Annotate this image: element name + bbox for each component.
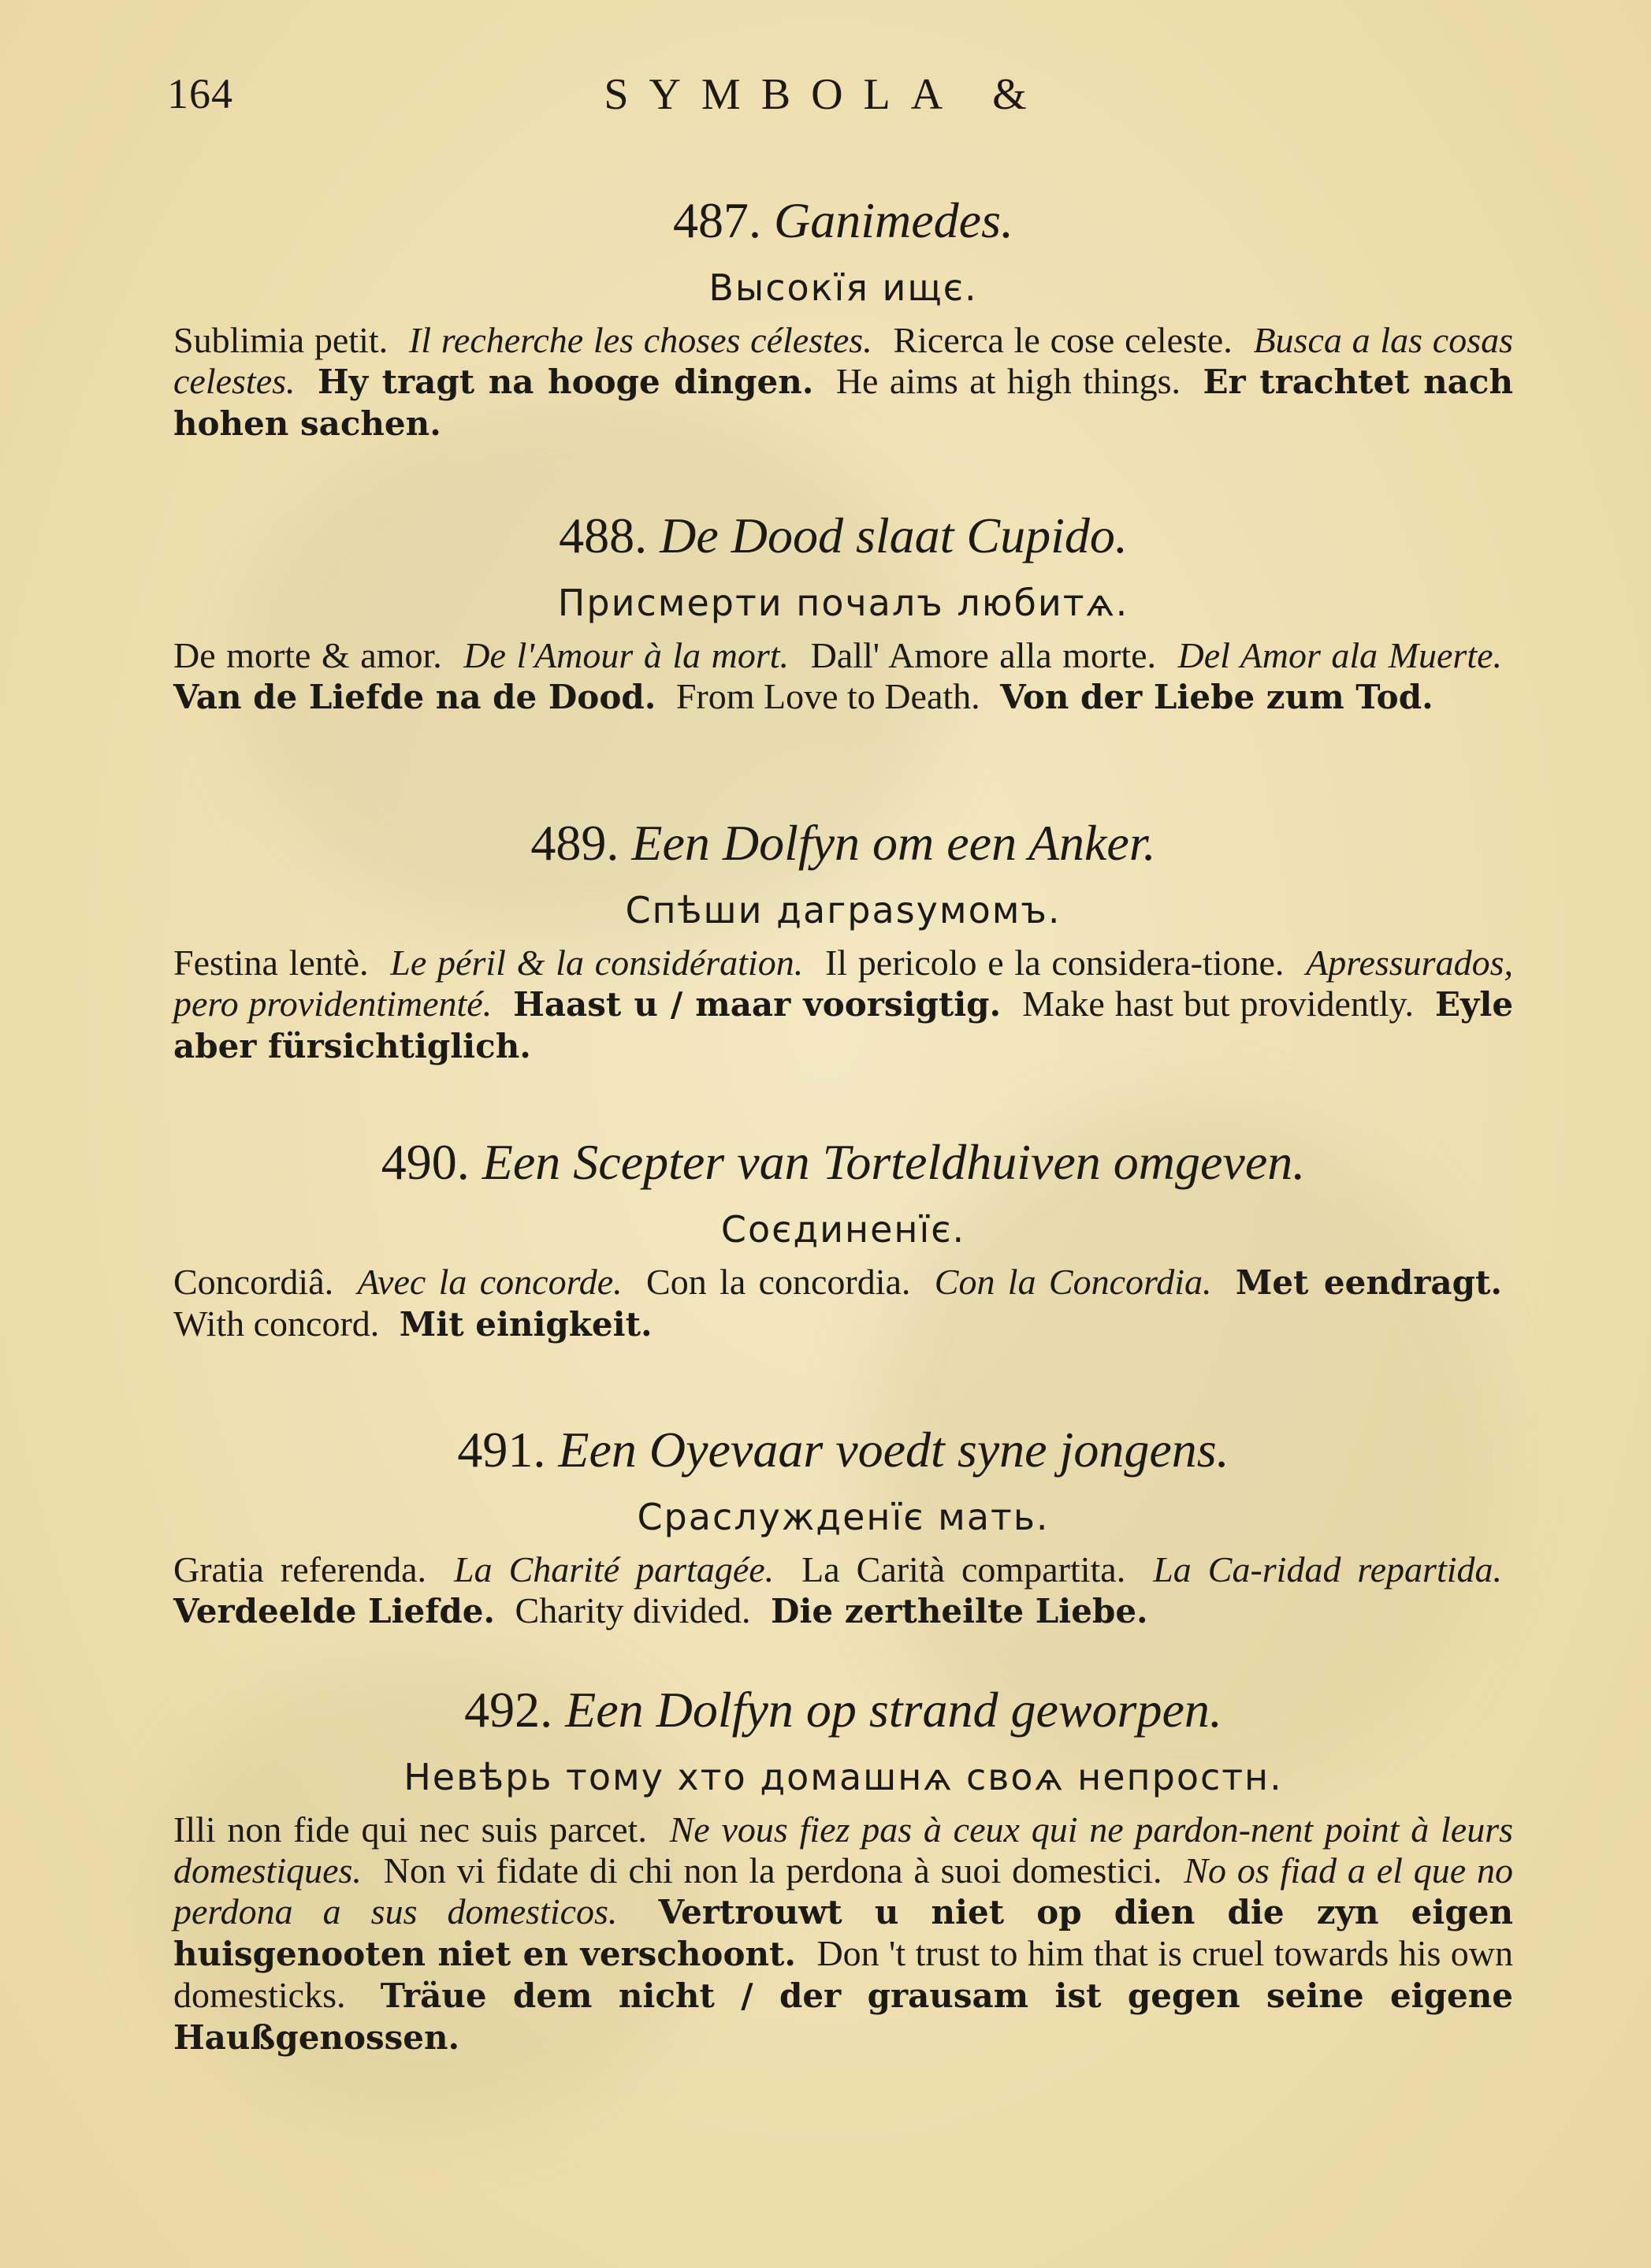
slavonic-motto: Невѣрь тому хто домашнѧ своѧ непростн. <box>403 1756 1283 1798</box>
french-text: De l'Amour à la mort. <box>463 635 790 675</box>
latin-text: Gratia referenda. <box>173 1549 427 1589</box>
entry-number: 492. <box>464 1682 553 1738</box>
italian-text: Ricerca le cose celeste. <box>893 320 1233 360</box>
page-header <box>0 69 1651 132</box>
english-text: From Love to Death. <box>675 676 980 716</box>
french-text: Avec la concorde. <box>357 1262 623 1302</box>
english-text: Don 't trust to him that is cruel towards his own domesticks. <box>173 1933 1513 2015</box>
german-text: Träue dem nicht / der grausam ist gegen seine eigene Haußgenossen. <box>173 1976 1513 2057</box>
german-text: Eyle aber fürsichtiglich. <box>173 985 1514 1065</box>
german-text: Er trachtet nach hohen sachen. <box>173 363 1514 443</box>
latin-text: De morte & amor. <box>173 635 442 675</box>
french-text: La Charité partagée. <box>454 1549 775 1589</box>
slavonic-motto: Сраслужденїє мать. <box>637 1496 1050 1538</box>
entry-number: 489. <box>530 815 619 871</box>
entry-title <box>173 1131 1513 1194</box>
running-head: SYMBOLA & <box>604 70 1047 119</box>
french-text: Il recherche les choses célestes. <box>408 320 872 360</box>
entry-number: 491. <box>457 1422 546 1478</box>
entry-title <box>173 189 1513 252</box>
english-text: Make hast but providently. <box>1022 983 1415 1024</box>
entry-number: 487. <box>673 192 762 248</box>
dutch-text: Van de Liefde na de Dood. <box>173 678 656 716</box>
dutch-text: Haast u / maar voorsigtig. <box>513 985 1002 1024</box>
entry-title-text: Een Scepter van Torteldhuiven omgeven. <box>482 1134 1306 1190</box>
spanish-text: La Ca-ridad repartida. <box>1153 1549 1503 1589</box>
entry-title-text: Een Oyevaar voedt syne jongens. <box>558 1422 1229 1478</box>
entry-title-text: Een Dolfyn op strand geworpen. <box>565 1682 1222 1738</box>
spanish-text: Apressurados, pero providentimenté. <box>173 943 1513 1024</box>
emblem-entry <box>173 1418 1513 1632</box>
entry-title <box>173 1679 1513 1742</box>
entry-title <box>173 812 1513 875</box>
slavonic-motto: Спѣши даграѕумомъ. <box>625 889 1062 931</box>
entry-title-text: De Dood slaat Cupido. <box>660 508 1128 563</box>
italian-text: Il pericolo e la considera-tione. <box>824 943 1285 983</box>
entry-title <box>173 504 1513 567</box>
german-text: Mit einigkeit. <box>399 1305 653 1344</box>
translations <box>173 1549 1513 1632</box>
emblem-entry <box>173 1131 1513 1345</box>
latin-text: Sublimia petit. <box>173 320 389 360</box>
emblem-entry <box>173 504 1513 718</box>
dutch-text: Vertrouwt u niet op dien die zyn eigen huisgenooten niet en verschoont. <box>173 1893 1513 1973</box>
italian-text: Non vi fidate di chi non la perdona à suoi domestici. <box>383 1850 1162 1891</box>
translations <box>173 635 1513 718</box>
dutch-text: Met eendragt. <box>1235 1263 1502 1302</box>
french-text: Le péril & la considération. <box>390 943 804 983</box>
dutch-text: Verdeelde Liefde. <box>173 1592 496 1630</box>
emblem-entry <box>173 1679 1513 2058</box>
page-number: 164 <box>167 70 233 117</box>
entry-title <box>173 1418 1513 1482</box>
italian-text: La Carità compartita. <box>801 1549 1126 1589</box>
translations <box>173 1262 1513 1345</box>
english-text: With concord. <box>173 1303 380 1344</box>
latin-text: Concordiâ. <box>173 1262 334 1302</box>
spanish-text: Busca a las cosas celestes. <box>173 320 1514 401</box>
italian-text: Con la concordia. <box>646 1262 911 1302</box>
german-text: Von der Liebe zum Tod. <box>1000 678 1433 716</box>
latin-text: Festina lentè. <box>173 943 369 983</box>
slavonic-motto: Высокїя ищє. <box>708 266 978 309</box>
german-text: Die zertheilte Liebe. <box>771 1592 1148 1630</box>
spanish-text: No os fiad a el que no perdona a sus domesticos. <box>173 1850 1514 1932</box>
emblem-entry <box>173 189 1513 444</box>
spanish-text: Del Amor ala Muerte. <box>1177 635 1503 675</box>
entry-number: 490. <box>381 1134 470 1190</box>
slavonic-motto: Присмерти почалъ любитѧ. <box>557 582 1129 624</box>
slavonic-motto: Соєдиненїє. <box>720 1208 966 1251</box>
translations <box>173 1809 1513 2058</box>
entry-title-text: Ganimedes. <box>774 192 1013 248</box>
entry-number: 488. <box>559 508 648 563</box>
english-text: Charity divided. <box>515 1590 751 1630</box>
translations <box>173 320 1513 444</box>
spanish-text: Con la Concordia. <box>934 1262 1212 1302</box>
italian-text: Dall' Amore alla morte. <box>810 635 1157 675</box>
dutch-text: Hy tragt na hooge dingen. <box>317 363 814 401</box>
french-text: Ne vous fiez pas à ceux qui ne pardon-nent point à leurs domestiques. <box>173 1809 1514 1891</box>
entry-title-text: Een Dolfyn om een Anker. <box>631 815 1156 871</box>
english-text: He aims at high things. <box>835 361 1181 401</box>
emblem-entry <box>173 812 1513 1067</box>
translations <box>173 943 1513 1067</box>
latin-text: Illi non fide qui nec suis parcet. <box>173 1809 647 1850</box>
